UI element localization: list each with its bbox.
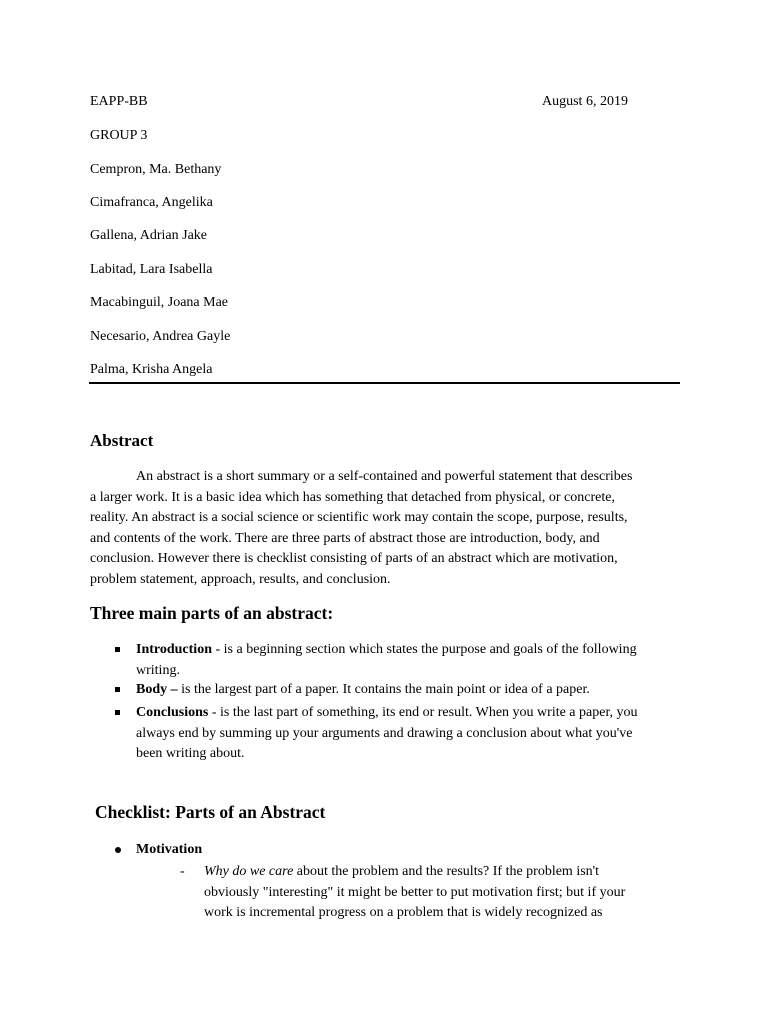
checklist-heading: Checklist: Parts of an Abstract: [95, 802, 326, 822]
member-name: Macabinguil, Joana Mae: [90, 295, 229, 310]
member-name: Gallena, Adrian Jake: [90, 228, 208, 243]
abstract-heading: Abstract: [90, 431, 154, 450]
description-text: about the problem and the results? If the problem isn't: [293, 864, 600, 879]
abstract-paragraph: [90, 467, 680, 590]
term-label: Introduction: [136, 642, 212, 657]
term-label: Conclusions: [136, 705, 209, 720]
term-label: Body –: [136, 682, 178, 697]
paragraph-line: a larger work. It is a basic idea which has something that detached from physical, or concrete,: [90, 489, 615, 505]
list-item-introduction: [136, 640, 681, 681]
term-description: is the largest part of a paper. It contains the main point or idea of a paper.: [177, 682, 590, 697]
main-parts-heading: Three main parts of an abstract:: [90, 603, 334, 623]
list-item-body: [136, 680, 681, 701]
checklist-item-motivation: Motivation: [136, 842, 203, 857]
term-description: - is the last part of something, its end or result. When you write a paper, you: [208, 705, 638, 720]
term-description-continued: been writing about.: [136, 746, 245, 761]
course-code: EAPP-BB: [90, 94, 148, 109]
square-bullet-icon: [115, 647, 120, 652]
paragraph-line: problem statement, approach, results, and conclusion.: [90, 571, 391, 587]
member-name: Cempron, Ma. Bethany: [90, 162, 222, 177]
paragraph-line: An abstract is a short summary or a self-contained and powerful statement that describes: [136, 469, 633, 484]
document-date: August 6, 2019: [542, 94, 628, 109]
member-name: Necesario, Andrea Gayle: [90, 329, 231, 344]
paragraph-line: reality. An abstract is a social science or scientific work may contain the scope, purpose, results,: [90, 510, 628, 525]
round-bullet-icon: [115, 847, 121, 853]
motivation-description: [204, 862, 684, 924]
dash-bullet: -: [180, 864, 185, 879]
paragraph-line: conclusion. However there is checklist consisting of parts of an abstract which are motivation,: [90, 551, 618, 566]
paragraph-line: and contents of the work. There are three parts of abstract those are introduction, body, and: [90, 530, 600, 546]
member-name: Palma, Krisha Angela: [90, 362, 213, 377]
description-text: work is incremental progress on a problem that is widely recognized as: [204, 905, 603, 920]
emphasis-text: Why do we care: [204, 864, 294, 879]
header-divider: [89, 382, 680, 384]
term-description: - is a beginning section which states the purpose and goals of the following: [211, 642, 637, 657]
description-text: obviously "interesting" it might be better to put motivation first; but if your: [204, 884, 626, 900]
member-name: Labitad, Lara Isabella: [90, 262, 213, 277]
term-description-continued: writing.: [136, 662, 180, 678]
square-bullet-icon: [115, 687, 120, 692]
member-name: Cimafranca, Angelika: [90, 195, 213, 210]
square-bullet-icon: [115, 710, 120, 715]
list-item-conclusions: [136, 703, 681, 765]
term-description-continued: always end by summing up your arguments and drawing a conclusion about what you've: [136, 725, 633, 741]
group-label: GROUP 3: [90, 128, 148, 143]
